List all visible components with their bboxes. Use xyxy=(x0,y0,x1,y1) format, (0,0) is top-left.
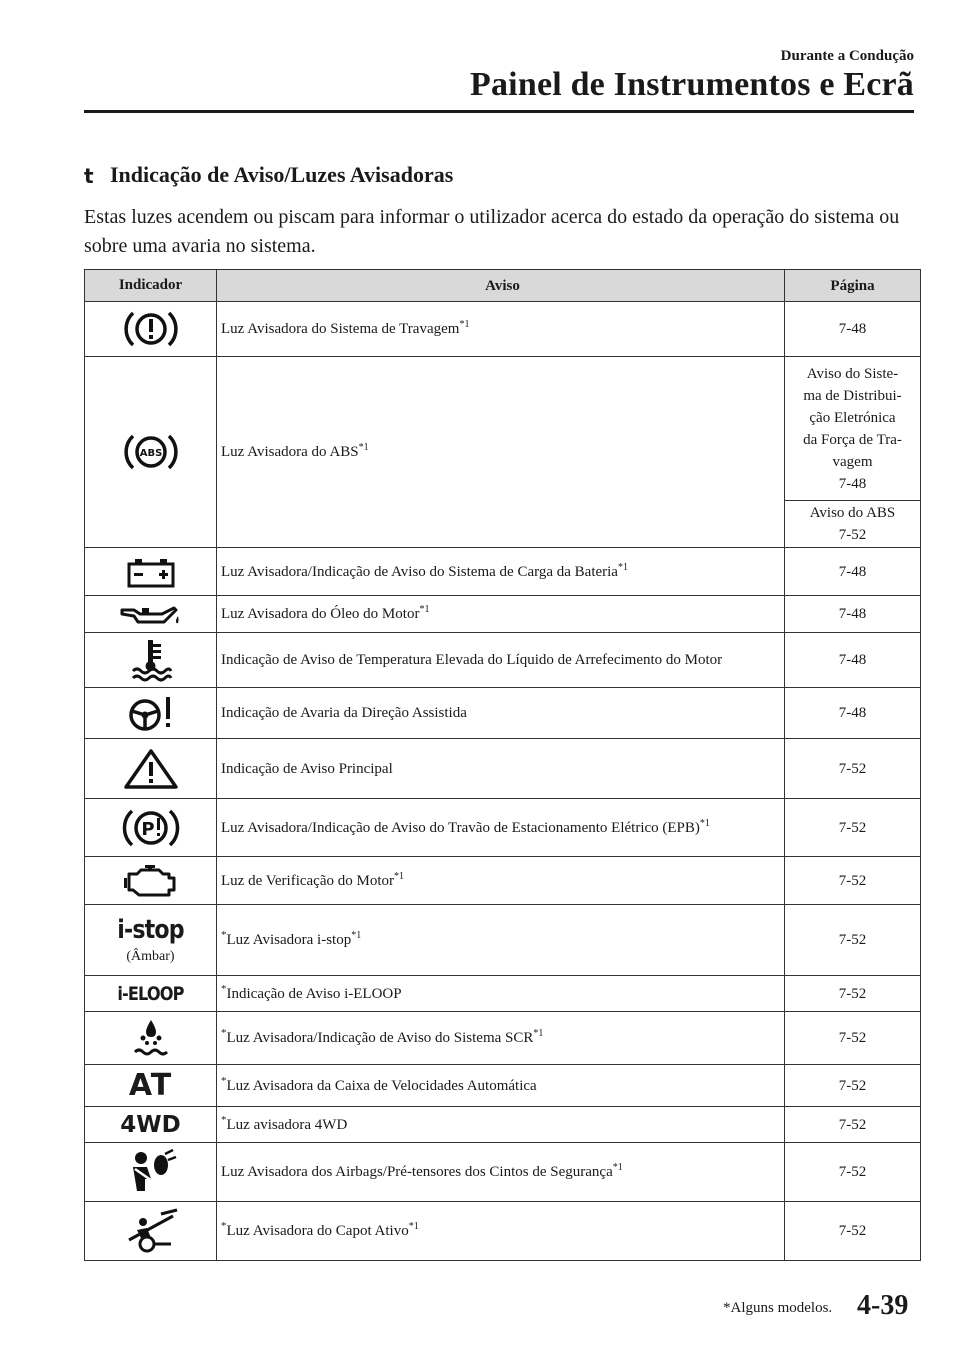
warning-cell: *Indicação de Aviso i-ELOOP xyxy=(217,976,785,1012)
indicator-cell xyxy=(85,1107,217,1143)
scr-system-icon xyxy=(121,1016,181,1060)
indicator-cell xyxy=(85,857,217,905)
page-cell: 7-52 xyxy=(785,739,921,799)
active-bonnet-icon xyxy=(121,1208,181,1254)
indicator-cell xyxy=(85,688,217,739)
table-header-row xyxy=(85,270,921,302)
indicator-cell xyxy=(85,548,217,596)
indicator-cell xyxy=(85,976,217,1012)
page-cell: 7-48 xyxy=(785,633,921,688)
warning-cell: *Luz avisadora 4WD xyxy=(217,1107,785,1143)
warning-cell: Luz Avisadora/Indicação de Aviso do Sistema de Carga da Bateria$^{*1}$ xyxy=(217,548,785,596)
airbag-icon xyxy=(121,1149,181,1195)
page-cell: 7-48 xyxy=(785,596,921,633)
page-cell: 7-52 xyxy=(785,1065,921,1107)
warning-cell: Indicação de Avaria da Direção Assistida xyxy=(217,688,785,739)
warning-cell: Luz Avisadora do ABS$^{*1}$ xyxy=(217,357,785,548)
4wd-icon: 4WD xyxy=(120,1111,181,1138)
table-row xyxy=(85,596,921,633)
page-cell: Aviso do Siste- ma de Distribui- ção Eletrónica da Força de Tra- vagem 7-48 xyxy=(785,357,921,501)
indicator-cell xyxy=(85,1143,217,1202)
header-rule xyxy=(84,110,914,113)
warning-cell: Luz Avisadora dos Airbags/Pré-tensores dos Cintos de Segurança$^{*1}$ xyxy=(217,1143,785,1202)
abs-warning-icon xyxy=(121,430,181,474)
table-row xyxy=(85,905,921,976)
intro-paragraph: Estas luzes acendem ou piscam para informar o utilizador acerca do estado da operação do sistema ou sobre uma avaria no sistema. xyxy=(84,206,900,257)
warning-cell: Indicação de Aviso Principal xyxy=(217,739,785,799)
page-cell: 7-52 xyxy=(785,1202,921,1261)
at-icon: AT xyxy=(128,1067,173,1103)
indicator-cell xyxy=(85,633,217,688)
parking-brake-icon xyxy=(121,805,181,851)
warning-cell: *Luz Avisadora/Indicação de Aviso do Sistema SCR$^{*1}$ xyxy=(217,1012,785,1065)
warning-cell: Luz de Verificação do Motor$^{*1}$ xyxy=(217,857,785,905)
i-eloop-icon: i-ELOOP xyxy=(117,982,184,1005)
indicator-cell xyxy=(85,739,217,799)
page-cell: 7-52 xyxy=(785,857,921,905)
page-cell: 7-52 xyxy=(785,905,921,976)
table-row xyxy=(85,1202,921,1261)
indicator-cell xyxy=(85,1202,217,1261)
master-warning-triangle-icon xyxy=(121,747,181,791)
table-row xyxy=(85,1065,921,1107)
section-marker: t xyxy=(84,164,94,188)
page-cell: 7-52 xyxy=(785,799,921,857)
table-row xyxy=(85,688,921,739)
coolant-temperature-icon xyxy=(121,638,181,682)
footnote: *Alguns modelos. xyxy=(723,1300,833,1316)
page-cell: 7-52 xyxy=(785,976,921,1012)
brake-warning-icon xyxy=(121,307,181,351)
steering-wheel-warning-icon xyxy=(121,693,181,733)
indicator-cell xyxy=(85,1012,217,1065)
page-cell: 7-52 xyxy=(785,1012,921,1065)
warning-cell: Luz Avisadora do Sistema de Travagem$^{*1}$ xyxy=(217,302,785,357)
warning-cell: *Luz Avisadora i-stop$^{*1}$ xyxy=(217,905,785,976)
battery-icon xyxy=(121,554,181,590)
table-row xyxy=(85,739,921,799)
header-subtitle: Durante a Condução xyxy=(780,48,914,64)
header-warning: Aviso xyxy=(217,270,785,302)
page-cell: 7-52 xyxy=(785,1107,921,1143)
page-cell: 7-48 xyxy=(785,548,921,596)
table-row xyxy=(85,1107,921,1143)
page-number: 4-39 xyxy=(857,1290,909,1321)
warning-cell: *Luz Avisadora do Capot Ativo$^{*1}$ xyxy=(217,1202,785,1261)
table-row xyxy=(85,633,921,688)
page-cell: 7-48 xyxy=(785,302,921,357)
header-indicator: Indicador xyxy=(85,270,217,302)
indicator-cell xyxy=(85,1065,217,1107)
oil-can-icon xyxy=(116,600,186,628)
indicator-cell xyxy=(85,799,217,857)
warning-cell: *Luz Avisadora da Caixa de Velocidades Automática xyxy=(217,1065,785,1107)
indicator-cell xyxy=(85,905,217,976)
table-row xyxy=(85,548,921,596)
indicator-cell xyxy=(85,596,217,633)
table-row xyxy=(85,857,921,905)
table-row xyxy=(85,1012,921,1065)
table-row xyxy=(85,1143,921,1202)
table-row xyxy=(85,302,921,357)
header-page: Página xyxy=(785,270,921,302)
table-row xyxy=(85,357,921,501)
table-row xyxy=(85,799,921,857)
page-title: Painel de Instrumentos e Ecrã xyxy=(470,66,914,103)
warning-cell: Indicação de Aviso de Temperatura Elevada do Líquido de Arrefecimento do Motor xyxy=(217,633,785,688)
warning-cell: Luz Avisadora/Indicação de Aviso do Travão de Estacionamento Elétrico (EPB)$^{*1}$ xyxy=(217,799,785,857)
table-row xyxy=(85,976,921,1012)
page-cell: Aviso do ABS 7-52 xyxy=(785,501,921,548)
check-engine-icon xyxy=(119,862,183,900)
warning-cell: Luz Avisadora do Óleo do Motor$^{*1}$ xyxy=(217,596,785,633)
indicator-cell xyxy=(85,302,217,357)
page-cell: 7-48 xyxy=(785,688,921,739)
i-stop-icon: i-stop xyxy=(117,915,184,945)
page-cell: 7-52 xyxy=(785,1143,921,1202)
section-title: Indicação de Aviso/Luzes Avisadoras xyxy=(110,162,454,187)
indicator-table xyxy=(84,269,921,1261)
icon-color-note: (Âmbar) xyxy=(126,949,175,964)
indicator-cell xyxy=(85,357,217,548)
svg-text:ABS: ABS xyxy=(139,448,162,459)
svg-text:P: P xyxy=(140,818,155,840)
